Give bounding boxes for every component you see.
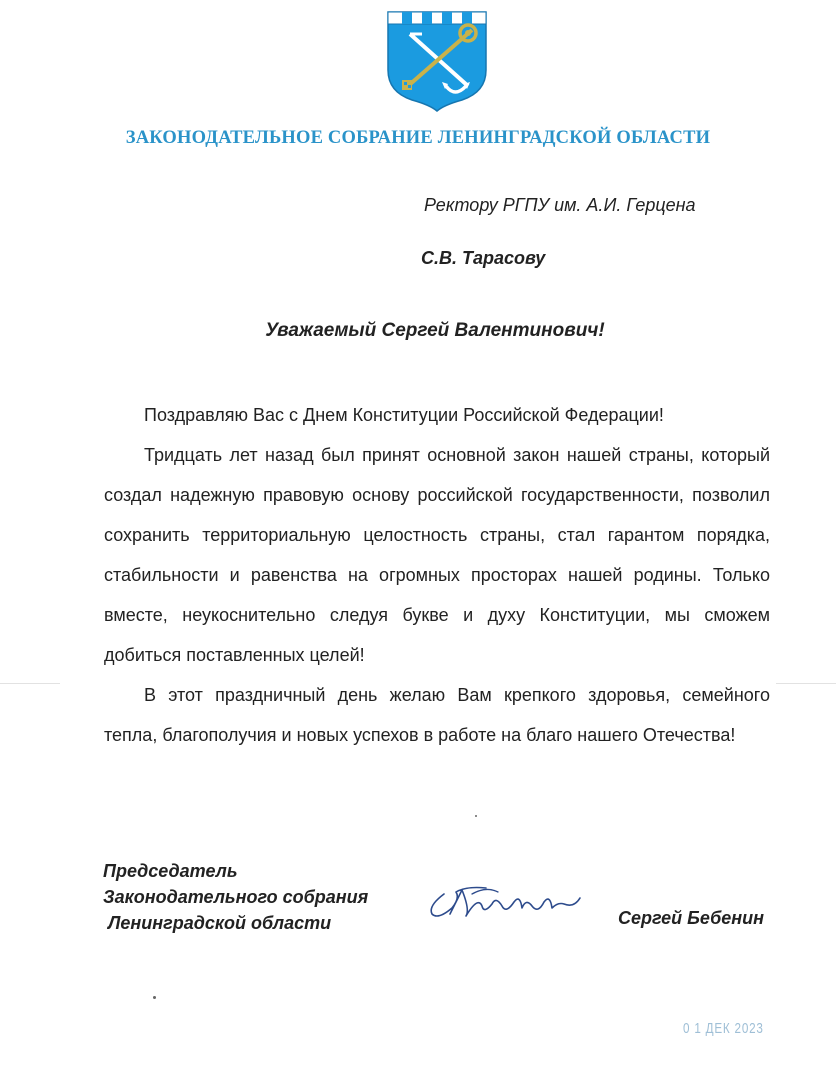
addressee-position: Ректору РГПУ им. А.И. Герцена [424,195,696,215]
scan-artifact-line [0,683,60,684]
signatory-title-line: Председатель [103,861,238,881]
salutation: Уважаемый Сергей Валентинович! [265,320,605,341]
signatory-name: Сергей Бебенин [618,908,765,928]
scan-speck [153,996,156,999]
signatory-title-line: Законодательного собрания [103,887,369,907]
signatory-title [103,858,368,936]
body-paragraph: Тридцать лет назад был принят основной закон нашей страны, который создал надежную правовую основу российской государственности, позволил сохранить территориальную целостность страны, стал гарантом порядка, стабильности и равенства на огромных просторах нашей родины. Только вместе, неукоснительно следуя букве и духу Конституции, мы сможем добиться поставленных целей! [104,445,770,665]
body-paragraph: Поздравляю Вас с Днем Конституции Российской Федерации! [144,405,664,425]
scan-artifact-line [776,683,836,684]
organization-title: ЗАКОНОДАТЕЛЬНОЕ СОБРАНИЕ ЛЕНИНГРАДСКОЙ ОБЛАСТИ [125,128,711,148]
body-paragraph: В этот праздничный день желаю Вам крепкого здоровья, семейного тепла, благополучия и новых успехов в работе на благо нашего Отечества! [104,685,770,745]
handwritten-signature [426,880,584,930]
scan-speck [475,815,477,817]
date-stamp: 0 1 ДЕК 2023 [683,1020,764,1037]
addressee-name: С.В. Тарасову [421,248,546,268]
letter-body [104,395,770,755]
signatory-title-line: Ленинградской области [103,913,332,933]
leningrad-oblast-coat-of-arms-icon [382,8,492,112]
